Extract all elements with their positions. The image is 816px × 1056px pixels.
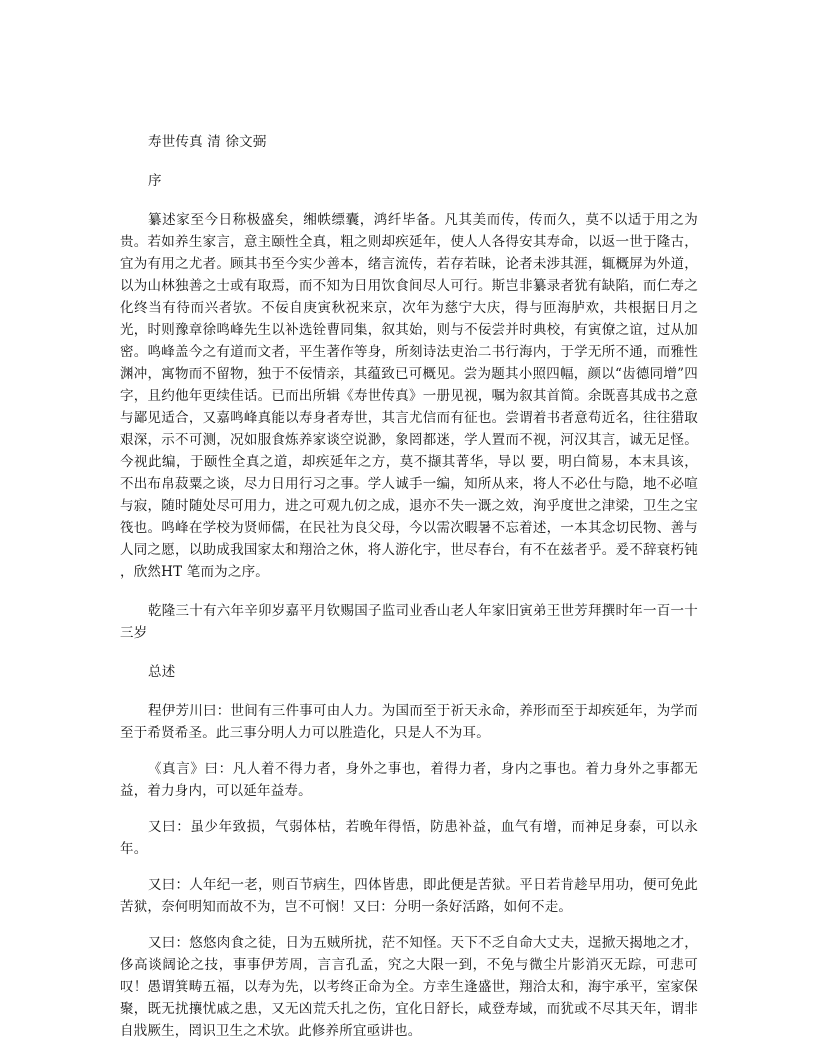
paragraph: 又曰：虽少年致损，气弱体枯，若晚年得悟，防患补益，血气有增，而神足身泰，可以永年。	[120, 819, 698, 857]
paragraph: 《真言》曰：凡人着不得力者，身外之事也，着得力者，身内之事也。着力身外之事都无益，着力身内，可以延年益寿。	[120, 761, 698, 799]
paragraph: 程伊芳川曰：世间有三件事可由人力。为国而至于祈天永命，养形而至于却疾延年，为学而至于希贤希圣。此三事分明人力可以胜造化，只是人不为耳。	[120, 703, 698, 741]
document-content	[120, 131, 698, 1042]
paragraph: 又曰：人年纪一老，则百节病生，四体皆患，即此便是苦狱。平日若肯趁早用功，便可免此苦狱，奈何明知而故不为，岂不可悯！又曰：分明一条好活路，如何不走。	[120, 877, 698, 915]
preface-body: 纂述家至今日称极盛矣，缃帙缥囊，鸿纤毕备。凡其美而传，传而久，莫不以适于用之为贵。若如养生家言，意主颐性全真，粗之则却疾延年，使人人各得安其寿命，以返一世于隆古，宜为有用之尤者。顾其书至今实少善本，绪言流传，若存若昧，论者未涉其涯，辄概屏为外道，以为山林独善之士或有取焉，而不知为日用饮食间尽人可行。斯岂非纂录者犹有缺陷，而仁寿之化终当有待而兴者欤。不佞自庚寅秋祝来京，次年为慈宁大庆，得与匝海胪欢，共根据日月之光，时则豫章徐鸣峰先生以补选铨曹同集，叙其始，则与不佞尝并时典校，有寅僚之谊，过从加密。鸣峰盖今之有道而文者，平生著作等身，所刻诗法吏治二书行海内，于学无所不通，而雅性渊冲，寓物而不留物，独于不佞情亲，其蕴致已可概见。尝为题其小照四幅，颜以“齿德同增”四字，且约他年更续佳话。已而出所辑《寿世传真》一册见视，嘱为叙其首简。余既喜其成书之意与鄙见适合，又嘉鸣峰真能以寿身者寿世，其言尤信而有征也。尝谓着书者意苟近名，往往猎取艰深，示不可测，况如服食炼养家谈空说渺，象罔都迷，学人置而不视，河汉其言，诚无足怪。今视此编，于颐性全真之道，却疾延年之方，莫不撷其菁华，导以 要，明白简易，本末具该，不出布帛菽粟之谈，尽力日用行习之事。学人诚手一编，知所从来，将人不必仕与隐，地不必喧与寂，随时随处尽可用力，进之可观九仞之成，退亦不失一溉之效，洵乎度世之津梁，卫生之宝筏也。鸣峰在学校为贤师儒，在民社为良父母，今以需次暇暑不忘着述，一本其念切民物、善与人同之愿，以助成我国家太和翔洽之休，将人游化宇，世尽春台，有不在兹者乎。爰不辞衰朽钝 ，欣然HT 笔而为之序。	[120, 212, 698, 580]
document-title: 寿世传真 清 徐文弼	[148, 134, 267, 150]
overview-heading: 总述	[148, 664, 176, 680]
paragraph: 又曰：悠悠肉食之徒，日为五贼所扰，茫不知怪。天下不乏自命大丈夫，逞掀天揭地之才，侈高谈阔论之技，事事伊芳周，言言孔孟，究之大限一到，不免与微尘片影消灭无踪，可悲可叹！愚谓箕畴五福，以寿为先，以考终正命为全。方幸生逢盛世，翔洽太和，海宇承平，室家保聚，既无扰攘忧戚之患，又无凶荒夭扎之伤，宜化日舒长，咸登寿域，而犹或不尽其天年，谓非自戕厥生，罔识卫生之术欤。此修养所宜亟讲也。	[120, 935, 698, 1039]
preface-heading: 序	[148, 173, 162, 189]
preface-dateline: 乾隆三十有六年辛卯岁嘉平月钦赐国子监司业香山老人年家旧寅弟王世芳拜撰时年一百一十三岁	[120, 603, 698, 641]
